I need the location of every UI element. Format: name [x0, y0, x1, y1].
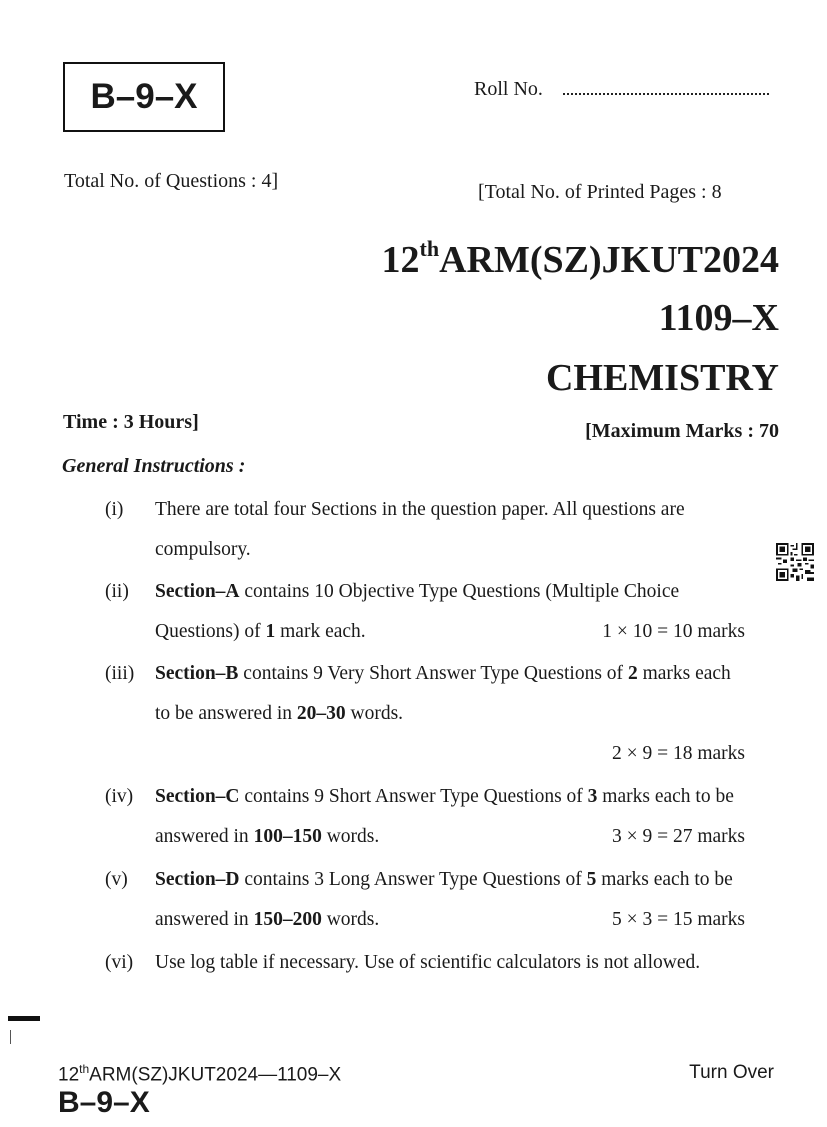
binding-tick [10, 1030, 11, 1044]
instruction-text: Section–C contains 9 Short Answer Type Questions of 3 marks each to be answered in 100–150 words. 3 × 9 = 27 marks [155, 777, 745, 857]
roll-number-field [474, 78, 769, 101]
footer-paper-code: 12thARM(SZ)JKUT2024—1109–X [58, 1062, 342, 1086]
instructions-title: General Instructions : [62, 455, 246, 477]
instruction-number: (v) [105, 869, 128, 890]
exam-rest: ARM(SZ)JKUT2024 [439, 239, 779, 281]
exam-title [382, 236, 779, 282]
marks-breakdown: 3 × 9 = 27 marks [611, 826, 745, 847]
instruction-text: Section–B contains 9 Very Short Answer Type Questions of 2 marks each to be answered in 20–30 words. [155, 663, 731, 724]
section-label: Section–A [155, 581, 240, 602]
exam-prefix: 12 [381, 239, 420, 281]
marks-breakdown: 5 × 3 = 15 marks [611, 909, 745, 930]
section-label: Section–C [155, 786, 240, 807]
instruction-text: There are total four Sections in the question paper. All questions are compulsory. [155, 499, 685, 560]
instruction-number: (iii) [105, 663, 135, 684]
marks-breakdown: 2 × 9 = 18 marks [611, 743, 745, 764]
instruction-number: (ii) [105, 581, 129, 602]
binding-mark [8, 1016, 40, 1021]
instruction-text: Section–D contains 3 Long Answer Type Questions of 5 marks each to be answered in 150–200 words. 5 × 3 = 15 marks [155, 860, 745, 940]
total-questions: Total No. of Questions : 4] [64, 170, 279, 192]
qr-code-icon [776, 543, 814, 581]
instruction-number: (iv) [105, 786, 134, 807]
instruction-text: Section–A contains 10 Objective Type Questions (Multiple Choice Questions) of 1 mark each. 1 × 10 = 10 marks [155, 572, 745, 652]
instruction-text: Use log table if necessary. Use of scientific calculators is not allowed. [155, 952, 701, 973]
turn-over-note: Turn Over [689, 1062, 774, 1083]
paper-code: B–9–X [90, 77, 198, 116]
roll-dotted-line [563, 79, 769, 95]
roll-label: Roll No. [474, 78, 543, 100]
instruction-item [105, 572, 745, 652]
section-label: Section–D [155, 869, 240, 890]
subject-title: CHEMISTRY [545, 357, 779, 399]
time-allowed: Time : 3 Hours] [63, 411, 199, 433]
instruction-item [105, 943, 745, 983]
exam-sup: th [419, 236, 440, 261]
marks-breakdown: 1 × 10 = 10 marks [602, 621, 745, 642]
maximum-marks: [Maximum Marks : 70 [585, 420, 779, 442]
total-pages: [Total No. of Printed Pages : 8 [478, 181, 722, 203]
instruction-item [105, 860, 745, 940]
section-label: Section–B [155, 663, 239, 684]
instruction-number: (i) [105, 499, 124, 520]
instruction-number: (vi) [105, 952, 134, 973]
instruction-item [105, 654, 745, 774]
instruction-item [105, 777, 745, 857]
paper-number: 1109–X [658, 297, 779, 339]
instruction-item [105, 490, 745, 570]
paper-code-box [63, 62, 225, 132]
footer-code: B–9–X [58, 1086, 150, 1119]
